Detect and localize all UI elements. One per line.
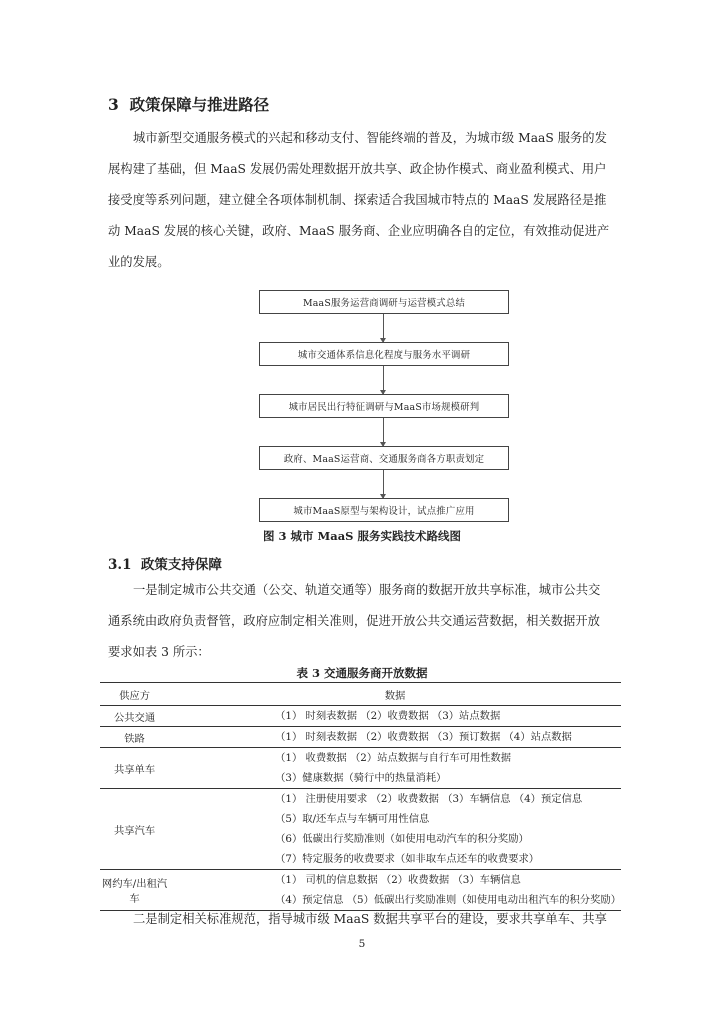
data-cell [169, 727, 621, 748]
text-line: 展构建了基础，但 MaaS 发展仍需处理数据开放共享、政企协作模式、商业盈利模式、用户 [108, 162, 607, 176]
text-line: 城市新型交通服务模式的兴起和移动支付、智能终端的普及，为城市级 MaaS 服务的发 [133, 131, 607, 145]
provider-cell: 共享单车 [100, 748, 169, 789]
section-heading [108, 93, 269, 115]
text-line: 一是制定城市公共交通（公交、轨道交通等）服务商的数据开放共享标准，城市公共交 [133, 583, 601, 597]
subsection-title: 政策支持保障 [140, 557, 222, 573]
text-line: 要求如表 3 所示： [108, 645, 210, 659]
policy-paragraph [108, 575, 616, 668]
flow-step-5: 城市MaaS原型与架构设计，试点推广应用 [259, 498, 509, 522]
flow-arrow [383, 470, 384, 498]
text-line: 动 MaaS 发展的核心关键，政府、MaaS 服务商、企业应明确各自的定位，有效推动促进产 [108, 224, 610, 238]
data-line: （3）健康数据（骑行中的热量消耗） [275, 772, 447, 784]
open-data-table [100, 682, 621, 911]
data-line: （1） 时刻表数据 （2）收费数据 （3）预订数据 （4）站点数据 [275, 731, 572, 743]
intro-paragraph [108, 123, 616, 278]
data-line: （7）特定服务的收费要求（如非取车点还车的收费要求） [275, 853, 540, 865]
text-line: 通系统由政府负责督管，政府应制定相关准则，促进开放公共交通运营数据，相关数据开放 [108, 614, 600, 628]
data-line: （1） 司机的信息数据 （2）收费数据 （3）车辆信息 [275, 874, 521, 886]
flow-step-2: 城市交通体系信息化程度与服务水平调研 [259, 342, 509, 366]
header-provider: 供应方 [100, 683, 169, 706]
figure-caption: 图 3 城市 MaaS 服务实践技术路线图 [263, 529, 461, 543]
provider-cell: 共享汽车 [100, 789, 169, 870]
data-line: （1） 收费数据 （2）站点数据与自行车可用性数据 [275, 752, 512, 764]
flow-step-4: 政府、MaaS运营商、交通服务商各方职责划定 [259, 446, 509, 470]
table-row [100, 748, 621, 789]
flow-step-3: 城市居民出行特征调研与MaaS市场规模研判 [259, 394, 509, 418]
data-line: （1） 注册使用要求 （2）收费数据 （3）车辆信息 （4）预定信息 [275, 793, 583, 805]
table-row [100, 789, 621, 870]
section-title: 政策保障与推进路径 [129, 95, 270, 114]
data-line: （6）低碳出行奖励准则（如使用电动汽车的积分奖励） [275, 833, 529, 845]
flow-step-1: MaaS服务运营商调研与运营模式总结 [259, 290, 509, 314]
text-line: 业的发展。 [108, 255, 170, 269]
table-row [100, 727, 621, 748]
subsection-heading [108, 553, 222, 573]
provider-cell: 网约车/出租汽车 [100, 870, 169, 911]
table-header-row [100, 683, 621, 706]
closing-paragraph [108, 904, 616, 935]
subsection-number: 3.1 [108, 557, 132, 573]
flow-arrow [383, 366, 384, 394]
table-caption: 表 3 交通服务商开放数据 [296, 666, 428, 680]
provider-cell: 铁路 [100, 727, 169, 748]
data-line: （5）取/还车点与车辆可用性信息 [275, 813, 430, 825]
data-cell [169, 748, 621, 789]
section-number: 3 [108, 95, 119, 114]
text-line: 接受度等系列问题，建立健全各项体制机制、探索适合我国城市特点的 MaaS 发展路径是推 [108, 193, 607, 207]
text-line: 二是制定相关标准规范，指导城市级 MaaS 数据共享平台的建设，要求共享单车、共享 [133, 912, 607, 926]
data-cell [169, 789, 621, 870]
flow-arrow [383, 314, 384, 342]
table-row [100, 706, 621, 727]
data-line: （4）预定信息 （5）低碳出行奖励准则（如使用电动出租汽车的积分奖励） [275, 894, 621, 906]
data-line: （1） 时刻表数据 （2）收费数据 （3）站点数据 [275, 710, 501, 722]
page-number: 5 [358, 938, 366, 950]
provider-cell: 公共交通 [100, 706, 169, 727]
data-cell [169, 706, 621, 727]
flow-arrow [383, 418, 384, 446]
header-data: 数据 [169, 683, 621, 706]
